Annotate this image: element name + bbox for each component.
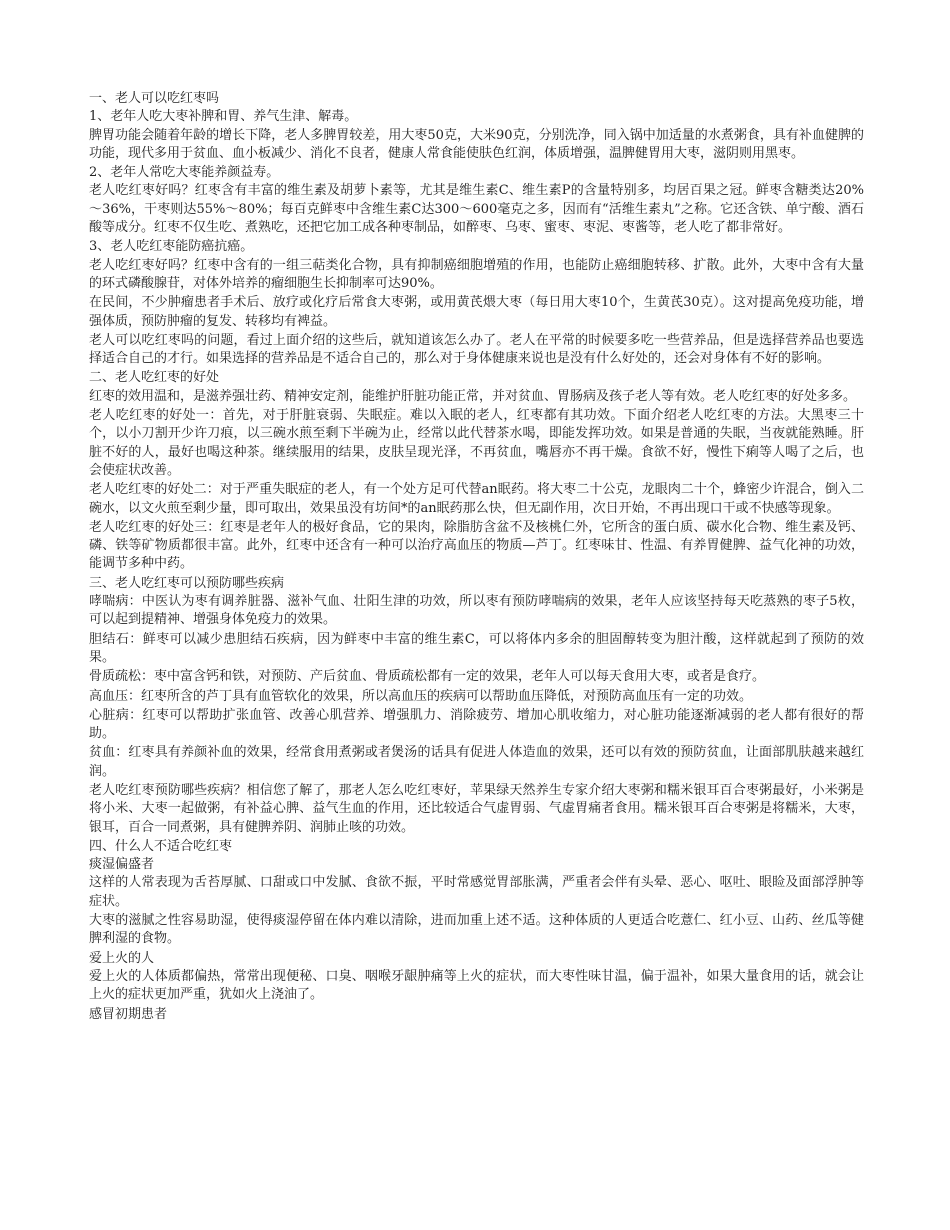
paragraph: 在民间，不少肿瘤患者手术后、放疗或化疗后常食大枣粥，或用黄芪煨大枣（每日用大枣10个，生黄芪30克）。这对提高免疫功能，增强体质，预防肿瘤的复发、转移均有裨益。 [89, 295, 864, 329]
paragraph: 高血压：红枣所含的芦丁具有血管软化的效果，所以高血压的疾病可以帮助血压降低，对预防高血压有一定的功效。 [89, 688, 753, 704]
subheading-phlegm-damp: 痰湿偏盛者 [89, 857, 155, 873]
paragraph: 心脏病：红枣可以帮助扩张血管、改善心肌营养、增强肌力、消除疲劳、增加心肌收缩力，对心脏功能逐渐减弱的老人都有很好的帮助。 [89, 707, 864, 742]
paragraph: 胆结石：鲜枣可以减少患胆结石疾病，因为鲜枣中丰富的维生素C，可以将体内多余的胆固醇转变为胆汁酸，这样就起到了预防的效果。 [89, 631, 864, 665]
paragraph: 老人吃红枣好吗？红枣含有丰富的维生素及胡萝卜素等，尤其是维生素C、维生素P的含量特别多，均居百果之冠。鲜枣含糖类达20%～36%，干枣则达55%～80%；每百克鲜枣中含维生素C达300～600毫克之多，因而有“活维生素丸”之称。它还含铁、单宁酸、酒石酸等成分。红枣不仅生吃、煮熟吃，还把它加工成各种枣制品，如醉枣、乌枣、蜜枣、枣泥、枣酱等，老人吃了都非常好。 [89, 183, 864, 236]
paragraph: 老人吃红枣预防哪些疾病？相信您了解了，那老人怎么吃红枣好，苹果绿天然养生专家介绍大枣粥和糯米银耳百合枣粥最好，小米粥是将小米、大枣一起做粥，有补益心脾、益气生血的作用，还比较适合气虚胃弱、气虚胃痛者食用。糯米银耳百合枣粥是将糯米，大枣，银耳，百合一同煮粥，具有健脾养阴、润肺止咳的功效。 [89, 782, 864, 835]
document-body [89, 90, 864, 1024]
paragraph: 哮喘病：中医认为枣有调养脏器、滋补气血、壮阳生津的功效，所以枣有预防哮喘病的效果，老年人应该坚持每天吃蒸熟的枣子5枚，可以起到提精神、增强身体免疫力的效果。 [89, 594, 864, 628]
section-heading-3: 三、老人吃红枣可以预防哪些疾病 [89, 575, 285, 591]
subheading-internal-heat: 爱上火的人 [89, 950, 155, 966]
paragraph: 老人吃红枣好吗？红枣中含有的一组三萜类化合物，具有抑制癌细胞增殖的作用，也能防止癌细胞转移、扩散。此外，大枣中含有大量的环式磷酸腺苷，对体外培养的瘤细胞生长抑制率可达90%。 [89, 257, 864, 291]
section-heading-4: 四、什么人不适合吃红枣 [89, 838, 233, 854]
subheading-1: 1、老年人吃大枣补脾和胃、养气生津、解毒。 [89, 109, 358, 125]
paragraph: 老人吃红枣的好处一：首先，对于肝脏衰弱、失眠症。难以入眠的老人，红枣都有其功效。下面介绍老人吃红枣的方法。大黑枣三十个，以小刀割开少许刀痕，以三碗水煎至剩下半碗为止，经常以此代替茶水喝，即能发挥功效。如果是普通的失眠，当夜就能熟睡。肝脏不好的人，最好也喝这种茶。继续服用的结果，皮肤呈现光泽，不再贫血，嘴唇亦不再干燥。食欲不好，慢性下痢等人喝了之后，也会使症状改善。 [89, 408, 864, 478]
section-heading-1: 一、老人可以吃红枣吗 [89, 91, 220, 106]
paragraph: 老人可以吃红枣吗的问题，看过上面介绍的这些后，就知道该怎么办了。老人在平常的时候要多吃一些营养品，但是选择营养品也要选择适合自己的才行。如果选择的营养品是不适合自己的，那么对于身体健康来说也是没有什么好处的，还会对身体有不好的影响。 [89, 332, 864, 367]
subheading-2: 2、老年人常吃大枣能养颜益寿。 [89, 165, 280, 181]
subheading-3: 3、老人吃红枣能防癌抗癌。 [89, 239, 254, 255]
paragraph: 老人吃红枣的好处二：对于严重失眠症的老人，有一个处方足可代替an眠药。将大枣二十公克，龙眼肉二十个，蜂密少许混合，倒入二碗水，以文火煎至剩少量，即可取出，效果虽没有坊间*的an眠药那么快，但无副作用，次日开始，不再出现口干或不快感等现象。 [89, 482, 864, 516]
section-heading-2: 二、老人吃红枣的好处 [89, 370, 220, 386]
paragraph: 这样的人常表现为舌苔厚腻、口甜或口中发腻、食欲不振，平时常感觉胃部胀满，严重者会伴有头晕、恶心、呕吐、眼睑及面部浮肿等症状。 [89, 875, 864, 909]
paragraph: 大枣的滋腻之性容易助湿，使得痰湿停留在体内难以清除，进而加重上述不适。这种体质的人更适合吃薏仁、红小豆、山药、丝瓜等健脾利湿的食物。 [89, 913, 864, 947]
paragraph: 骨质疏松：枣中富含钙和铁，对预防、产后贫血、骨质疏松都有一定的效果，老年人可以每天食用大枣，或者是食疗。 [89, 669, 766, 685]
paragraph: 贫血：红枣具有养颜补血的效果，经常食用煮粥或者煲汤的话具有促进人体造血的效果，还可以有效的预防贫血，让面部肌肤越来越红润。 [89, 745, 864, 779]
paragraph: 脾胃功能会随着年龄的增长下降，老人多脾胃较差，用大枣50克，大米90克，分别洗净，同入锅中加适量的水煮粥食，具有补血健脾的功能，现代多用于贫血、血小板减少、消化不良者，健康人常食能使肤色红润，体质增强，温脾健胃用大枣，滋阴则用黑枣。 [89, 127, 864, 161]
paragraph: 爱上火的人体质都偏热，常常出现便秘、口臭、咽喉牙龈肿痛等上火的症状，而大枣性味甘温，偏于温补，如果大量食用的话，就会让上火的症状更加严重，犹如火上浇油了。 [89, 968, 864, 1003]
paragraph: 老人吃红枣的好处三：红枣是老年人的极好食品，它的果肉，除脂肪含盆不及核桃仁外，它所含的蛋白质、碳水化合物、维生素及钙、磷、铁等矿物质都很丰富。此外，红枣中还含有一种可以治疗高血压的物质—芦丁。红枣味甘、性温、有养胃健脾、益气化神的功效，能调节多种中药。 [89, 519, 864, 572]
subheading-early-cold: 感冒初期患者 [89, 1006, 168, 1022]
paragraph: 红枣的效用温和，是滋养强壮药、精神安定剂，能维护肝脏功能正常，并对贫血、胃肠病及孩子老人等有效。老人吃红枣的好处多多。 [89, 388, 857, 404]
